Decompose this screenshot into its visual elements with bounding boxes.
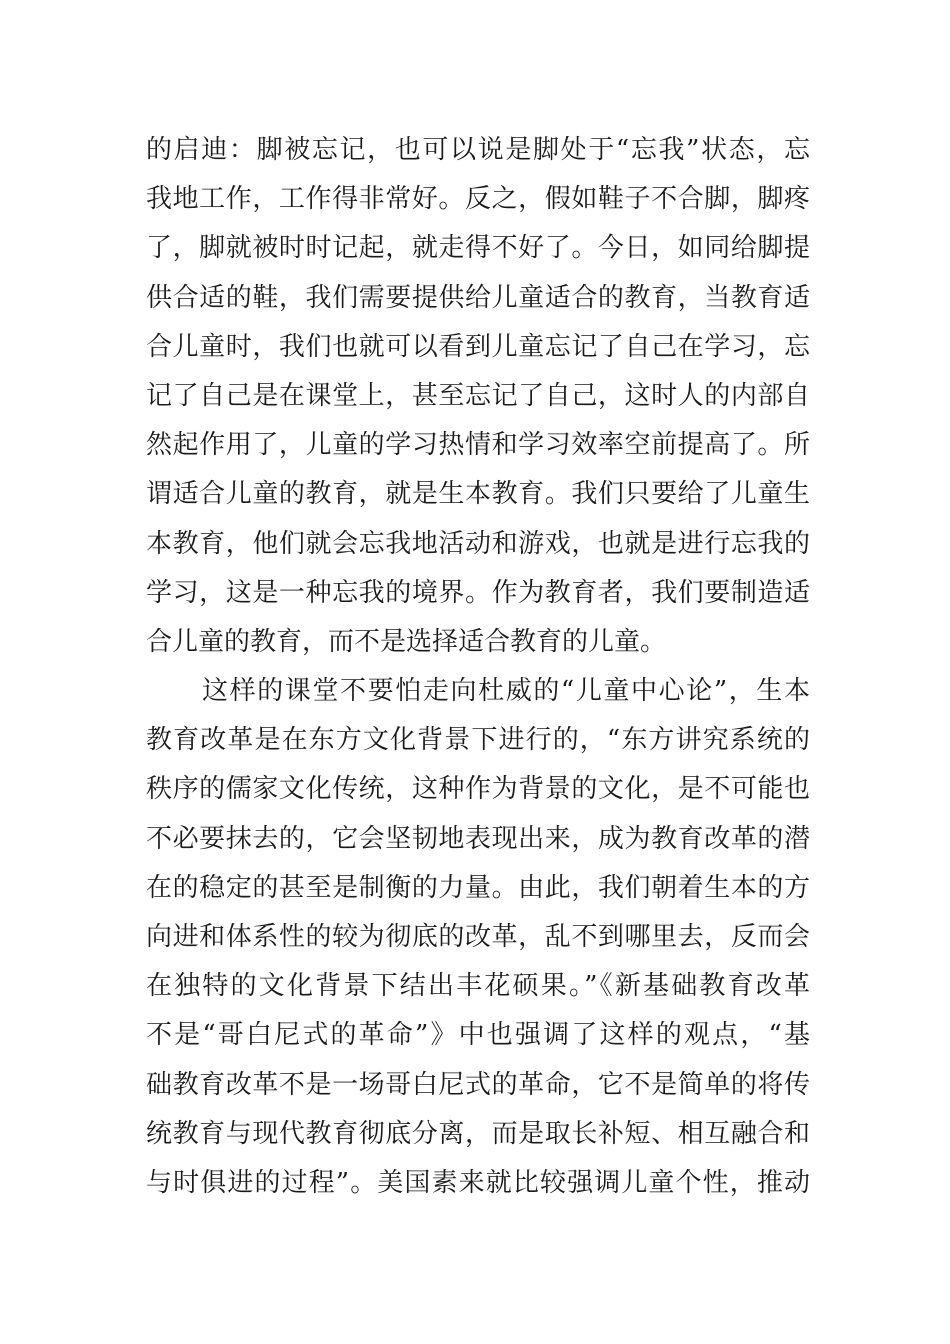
text-line: 谓适合儿童的教育，就是生本教育。我们只要给了儿童生	[146, 479, 810, 510]
text-line: 向进和体系性的较为彻底的改革，乱不到哪里去，反而会	[146, 922, 810, 952]
text-line: 的启迪：脚被忘记，也可以说是脚处于“忘我”状态，忘	[146, 135, 810, 165]
text-line: 不必要抹去的，它会坚韧地表现出来，成为教育改革的潜	[146, 823, 810, 854]
text-line: 供合适的鞋，我们需要提供给儿童适合的教育，当教育适	[146, 282, 810, 313]
text-line: 秩序的儒家文化传统，这种作为背景的文化，是不可能也	[146, 774, 810, 805]
text-line: 学习，这是一种忘我的境界。作为教育者，我们要制造适	[146, 577, 810, 608]
text-line: 这样的课堂不要怕走向杜威的“儿童中心论”，生本	[202, 676, 810, 707]
text-line: 本教育，他们就会忘我地活动和游戏，也就是进行忘我的	[146, 528, 810, 559]
body-text	[146, 126, 810, 1208]
text-line: 统教育与现代教育彻底分离，而是取长补短、相互融合和	[146, 1118, 810, 1149]
text-line: 教育改革是在东方文化背景下进行的，“东方讲究系统的	[146, 725, 810, 756]
text-line: 在独特的文化背景下结出丰花硕果。”《新基础教育改革	[146, 971, 810, 1002]
text-line: 合儿童时，我们也就可以看到儿童忘记了自己在学习，忘	[146, 331, 810, 362]
text-line: 然起作用了，儿童的学习热情和学习效率空前提高了。所	[146, 430, 810, 461]
text-line: 在的稳定的甚至是制衡的力量。由此，我们朝着生本的方	[146, 872, 810, 903]
text-line: 我地工作，工作得非常好。反之，假如鞋子不合脚，脚疼	[146, 184, 810, 215]
text-line: 础教育改革不是一场哥白尼式的革命，它不是简单的将传	[146, 1069, 810, 1100]
text-line: 与时俱进的过程”。美国素来就比较强调儿童个性，推动	[146, 1167, 810, 1198]
text-line: 不是“哥白尼式的革命”》中也强调了这样的观点，“基	[146, 1020, 810, 1051]
text-line: 合儿童的教育，而不是选择适合教育的儿童。	[146, 626, 667, 657]
text-line: 记了自己是在课堂上，甚至忘记了自己，这时人的内部自	[146, 380, 810, 411]
text-line: 了，脚就被时时记起，就走得不好了。今日，如同给脚提	[146, 233, 810, 264]
